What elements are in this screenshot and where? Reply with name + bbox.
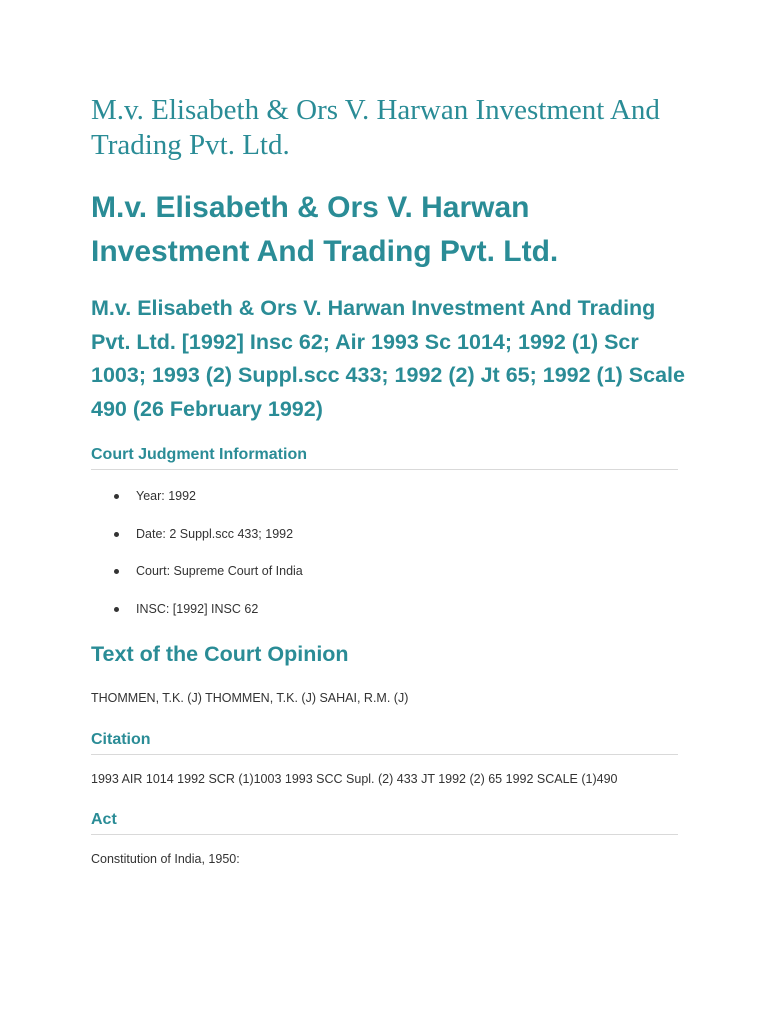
list-item-text: Date: 2 Suppl.scc 433; 1992 xyxy=(136,526,294,541)
bullet-icon xyxy=(114,607,119,612)
citation-heading: Citation xyxy=(91,729,678,755)
bullet-icon xyxy=(114,494,119,499)
act-text: Constitution of India, 1950: xyxy=(91,852,240,866)
citation-text: 1993 AIR 1014 1992 SCR (1)1003 1993 SCC Supl. (2) 433 JT 1992 (2) 65 1992 SCALE (1)490 xyxy=(91,772,618,786)
opinion-heading: Text of the Court Opinion xyxy=(91,642,349,666)
page-heading: M.v. Elisabeth & Ors V. Harwan Investment And Trading Pvt. Ltd. xyxy=(91,191,559,268)
list-item-date xyxy=(91,525,303,543)
list-item-year xyxy=(91,487,303,505)
document-title: M.v. Elisabeth & Ors V. Harwan Investment And Trading Pvt. Ltd. xyxy=(91,94,660,161)
list-item-text: Year: 1992 xyxy=(136,489,197,503)
case-citation-heading: M.v. Elisabeth & Ors V. Harwan Investment And Trading Pvt. Ltd. [1992] Insc 62; Air 1993 Sc 1014; 1992 (1) Scr 1003; 1993 (2) Suppl.scc 433; 1992 (2) Jt 65; 1992 (1) Scale 490 (26 February 1992) xyxy=(91,296,685,421)
judgment-info-heading: Court Judgment Information xyxy=(91,444,678,470)
list-item-court xyxy=(91,562,303,580)
act-heading: Act xyxy=(91,809,678,835)
bullet-icon xyxy=(114,532,119,537)
list-item-text: INSC: [1992] INSC 62 xyxy=(136,601,259,616)
list-item-insc xyxy=(91,600,303,618)
bullet-icon xyxy=(114,569,119,574)
judgment-info-list xyxy=(91,487,303,637)
list-item-text: Court: Supreme Court of India xyxy=(136,564,303,579)
judges-text: THOMMEN, T.K. (J) THOMMEN, T.K. (J) SAHAI, R.M. (J) xyxy=(91,691,409,705)
